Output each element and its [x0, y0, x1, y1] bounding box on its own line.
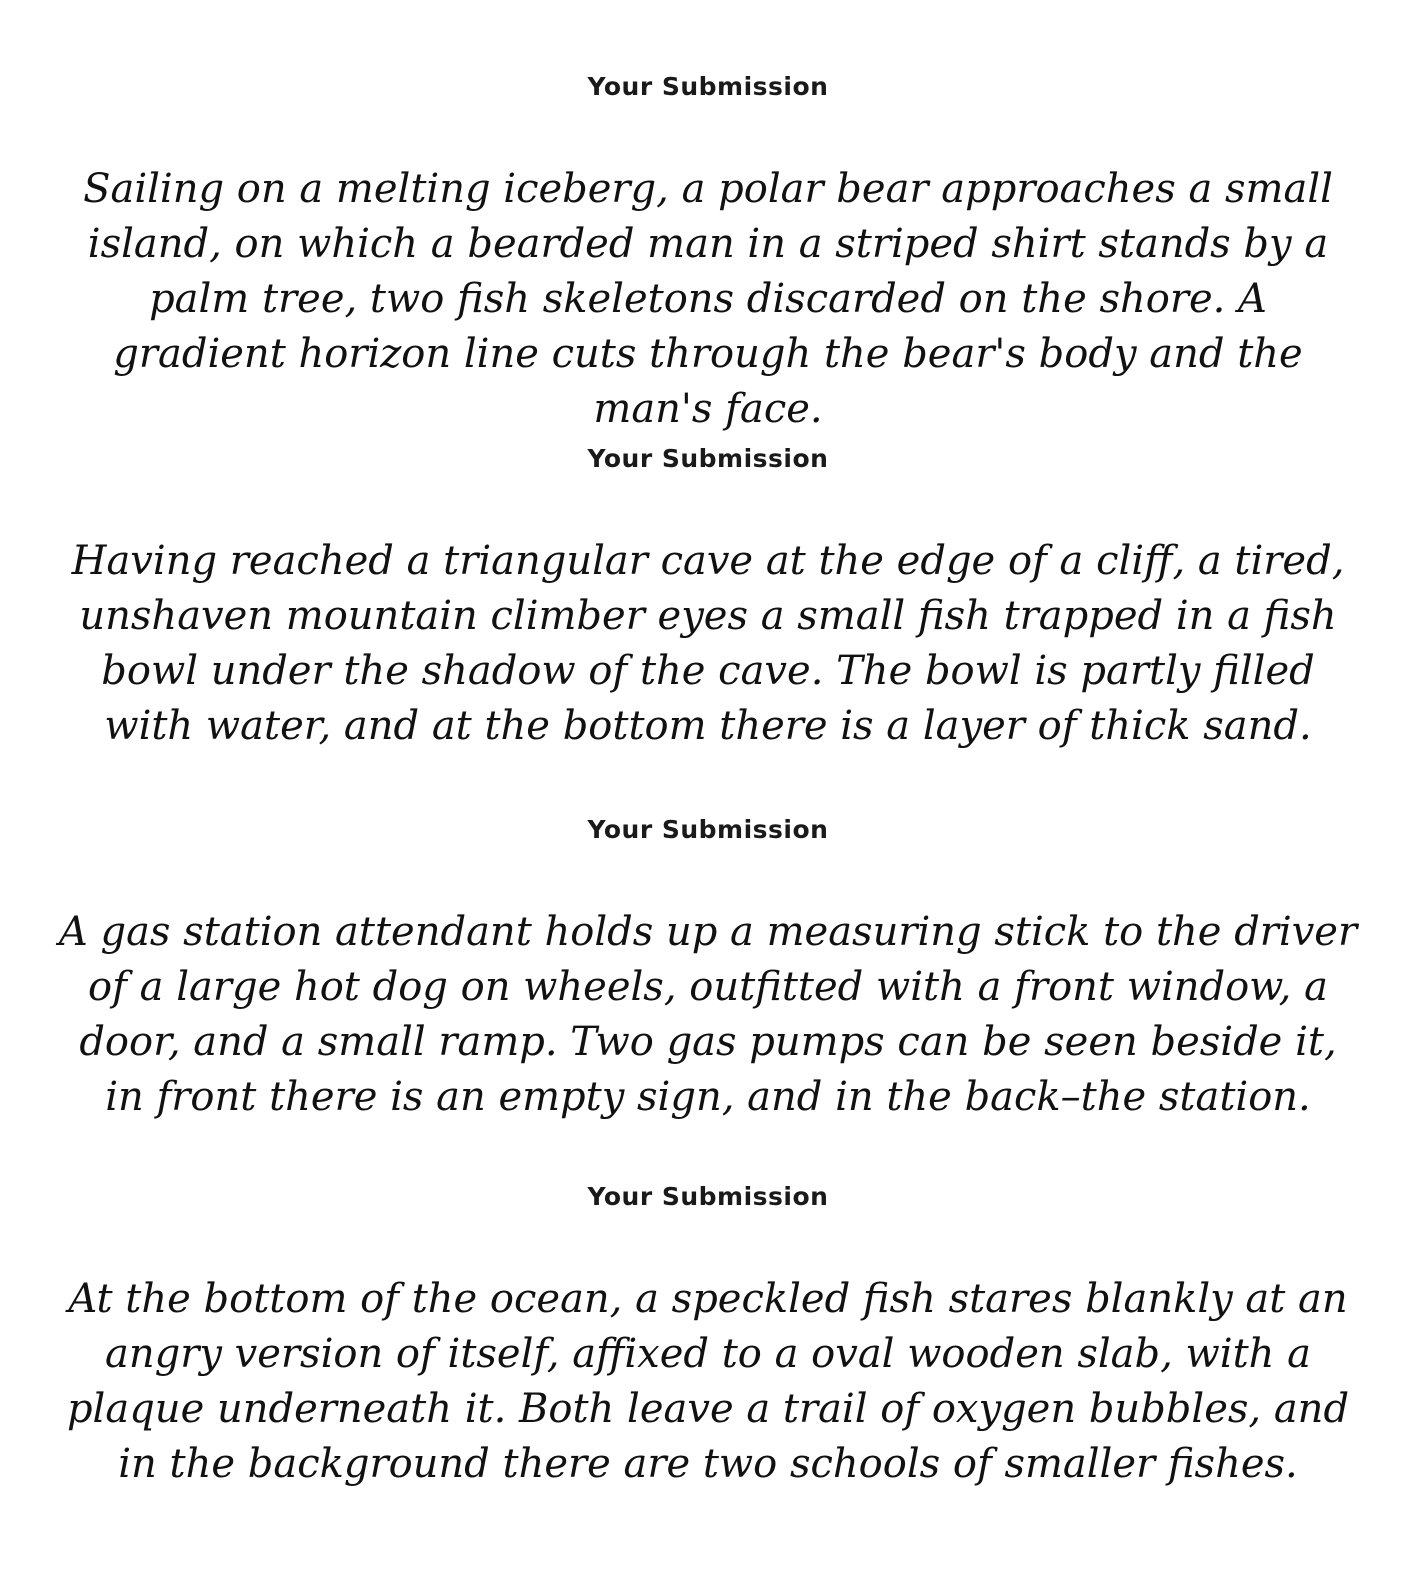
submission-block: [0, 815, 1416, 1125]
submission-caption: At the bottom of the ocean, a speckled fish stares blankly at an angry version of itself, affixed to a oval wooden slab, with a plaque underneath it. Both leave a trail of oxygen bubbles, and in the background there are two schools of smaller fishes.: [66, 1276, 1350, 1487]
submission-caption: Sailing on a melting iceberg, a polar bear approaches a small island, on which a bearded man in a striped shirt stands by a palm tree, two fish skeletons discarded on the shore. A gradient horizon line cuts through the bear's body and the man's face.: [83, 166, 1333, 432]
submission-caption: Having reached a triangular cave at the edge of a cliff, a tired, unshaven mountain climber eyes a small fish trapped in a fish bowl under the shadow of the cave. The bowl is partly filled with water, and at the bottom there is a layer of thick sand.: [71, 538, 1345, 749]
submission-block: [0, 1182, 1416, 1492]
submission-caption: A gas station attendant holds up a measuring stick to the driver of a large hot dog on wheels, outfitted with a front window, a door, and a small ramp. Two gas pumps can be seen beside it, in front there is an empty sign, and in the back–the station.: [58, 909, 1358, 1120]
submission-label: Your Submission: [587, 72, 829, 101]
submission-label: Your Submission: [587, 444, 829, 473]
submission-label: Your Submission: [587, 815, 829, 844]
submission-block: [0, 72, 1416, 437]
submission-block: [0, 444, 1416, 754]
submission-label: Your Submission: [587, 1182, 829, 1211]
